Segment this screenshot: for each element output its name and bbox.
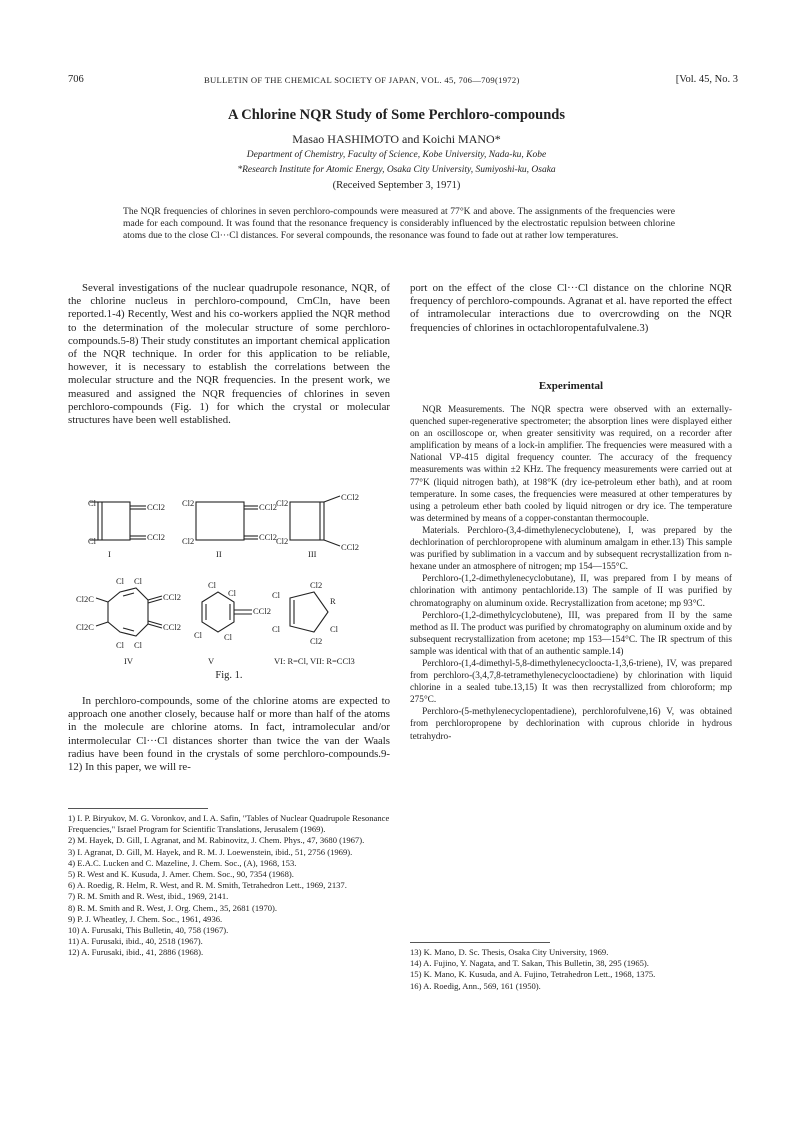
label-cl: Cl [194, 630, 203, 640]
label-cl: Cl [116, 640, 125, 650]
label-ccl2: CCl2 [259, 502, 277, 512]
footnote-rule [410, 942, 550, 943]
footnote: 12) A. Furusaki, ibid., 41, 2886 (1968). [68, 947, 204, 958]
footnote-rule [68, 808, 208, 809]
affiliation-1: Department of Chemistry, Faculty of Science, Kobe University, Nada-ku, Kobe [246, 150, 547, 160]
label-cl2: Cl2 [182, 536, 195, 546]
footnote: 5) R. West and K. Kusuda, J. Amer. Chem. Soc., 90, 7354 (1968). [68, 869, 294, 880]
label-cl: Cl [208, 580, 217, 590]
label-cl2c: Cl2C [76, 622, 94, 632]
label-IV: IV [124, 656, 133, 666]
label-ccl2: CCl2 [163, 592, 181, 602]
figure-1 [68, 492, 390, 687]
label-ccl2: CCl2 [259, 532, 277, 542]
footnote: 13) K. Mano, D. Sc. Thesis, Osaka City University, 1969. [410, 947, 609, 957]
label-cl2: Cl2 [310, 636, 323, 646]
footnote: 2) M. Hayek, D. Gill, I. Agranat, and M. Rabinovitz, J. Chem. Phys., 47, 3680 (1967). [68, 835, 365, 846]
compound-V-paragraph: Perchloro-(5-methylenecyclopentadiene), perchlorofulvene,16) V, was obtained from perchloropropene by dechlorination with cuprous chloride in hydrous tetrahydro- [410, 707, 732, 742]
label-cl: Cl [272, 624, 281, 634]
label-ccl3: CCl2 [341, 492, 359, 502]
label-III: III [308, 549, 317, 559]
compound-II-paragraph: Perchloro-(1,2-dimethylenecyclobutane), II, was prepared from I by means of chlorination with antimony pentachloride.13) The sample of II was purified by chromatography on aluminum oxide. Recrystallization from acetone; mp 93°C. [410, 574, 732, 609]
label-cl: Cl [224, 632, 233, 642]
structure-I [88, 498, 165, 559]
materials-paragraph: Materials. Perchloro-(3,4-dimethylenecyclobutene), I, was prepared by the dechlorination of perchloropropene with aluminum amalgam in ether.13) This sample was purified by sublimation in a vaccum and by subsequent recrystallization from n-hexane under an atmosphere of nitrogen; mp 154—155°C. [410, 525, 732, 573]
label-cl: Cl [272, 590, 281, 600]
footnote: 14) A. Fujino, Y. Nagata, and T. Sakan, This Bulletin, 38, 295 (1965). [410, 958, 649, 969]
page-number: 706 [68, 74, 84, 85]
label-ccl2: CCl2 [253, 606, 271, 616]
label-ccl2: CCl2 [163, 622, 181, 632]
volume-label: [Vol. 45, No. 3 [675, 74, 738, 85]
footnote: 15) K. Mano, K. Kusuda, and A. Fujino, Tetrahedron Lett., 1968, 1375. [410, 969, 656, 980]
label-cl: Cl [134, 640, 143, 650]
structure-II [182, 498, 277, 559]
affiliation-2: *Research Institute for Atomic Energy, Osaka City University, Sumiyoshi-ku, Osaka [237, 165, 556, 175]
label-I: I [108, 549, 111, 559]
article-title: A Chlorine NQR Study of Some Perchloro-compounds [227, 107, 565, 123]
structure-diagrams [68, 492, 390, 687]
figure-caption: Fig. 1. [215, 670, 243, 681]
structure-VI-VII [272, 580, 355, 666]
label-cl: Cl [116, 576, 125, 586]
label-cl2: Cl2 [276, 498, 289, 508]
footnote: 9) P. J. Wheatley, J. Chem. Soc., 1961, 4936. [68, 913, 223, 924]
footnote: 4) E.A.C. Lucken and C. Mazeline, J. Chem. Soc., (A), 1968, 153. [68, 857, 297, 868]
label-cl: Cl [88, 498, 97, 508]
structure-IV [76, 576, 181, 666]
article-authors: Masao HASHIMOTO and Koichi MANO* [292, 132, 501, 146]
nqr-measurements-paragraph: NQR Measurements. The NQR spectra were observed with an externally-quenched super-regenerative spectrometer; the absorption lines were displayed either on an oscilloscope or, when greater sensitivity was required, on a recorder after amplification by means of a lock-in amplifier. The frequencies were measured with a National VP-415 digital frequency counter. The accuracy of the frequency measurements was within ±2 KHz. The frequency measurements were carried out at 77°K (liquid nitrogen bath), at 198°K (dry ice-petroleum ether bath), and at room temperature. In some cases, the frequencies were measured at other temperatures by using a petroleum ether bath cooled by liquid nitrogen or dry ice. The temperature was determined by means of a copper-constantan thermocouple. [410, 405, 732, 524]
intro-paragraph-2: In perchloro-compounds, some of the chlorine atoms are expected to approach one another closely, because half or more than half of the atoms in the molecule are chlorine atoms. In fact, intramolecular and/or intermolecular Cl···Cl distances shorter than twice the van der Waals radius have been found in the crystals of some perchloro-compounds.9-12) In this paper, we will re- [68, 695, 390, 774]
label-cl2: Cl2 [276, 536, 289, 546]
label-cl: Cl [134, 576, 143, 586]
experimental-body [410, 404, 732, 743]
label-ccl3: CCl2 [341, 542, 359, 552]
compound-IV-paragraph: Perchloro-(1,4-dimethyl-5,8-dimethylenecycloocta-1,3,6-triene), IV, was prepared from perchloro-(3,4,7,8-tetramethylenecyclooctadiene) by chlorination with liquid chlorine in a sealed tube.13,15) It was then recrystallized from chloroform; mp 275°C. [410, 658, 732, 706]
journal-header: BULLETIN OF THE CHEMICAL SOCIETY OF JAPAN, VOL. 45, 706—709(1972) [204, 75, 520, 85]
label-ccl2: CCl2 [147, 532, 165, 542]
abstract: The NQR frequencies of chlorines in seven perchloro-compounds were measured at 77°K and above. The assignments of the frequencies were made for each compound. It was found that the resonance frequency is considerably influenced by the electrostatic repulsion between chlorine atoms due to the close Cl···Cl distances. For several compounds, the resonance was found to fade out at rather low temperatures. [123, 206, 675, 241]
footnotes-left [68, 813, 390, 959]
footnote: 7) R. M. Smith and R. West, ibid., 1969, 2141. [68, 891, 229, 902]
footnote: 16) A. Roedig, Ann., 569, 161 (1950). [410, 980, 541, 991]
label-r: R [330, 596, 336, 606]
label-VI-VII: VI: R=Cl, VII: R=CCl3 [274, 656, 355, 666]
label-II: II [216, 549, 222, 559]
intro-paragraph-1: Several investigations of the nuclear quadrupole resonance, NQR, of the chlorine nucleus in perchloro-compound, CmCln, have been reported.1-4) Recently, West and his co-workers applied the NQR method to the determination of the molecular structure of some perchloro-compounds.5-8) Their study constitutes an important chemical application of the NQR technique. In order for this application to be reliable, however, it is necessary to establish the correlations between the molecular structure and the NQR frequencies. In the present work, we measured and assigned the NQR frequencies of chlorines in seven perchloro-compounds (Fig. 1) for which the crystal or molecular structures have been well established. [68, 282, 390, 427]
label-cl: Cl [228, 588, 237, 598]
footnote: 10) A. Furusaki, This Bulletin, 40, 758 (1967). [68, 925, 229, 936]
footnote: 6) A. Roedig, R. Helm, R. West, and R. M. Smith, Tetrahedron Lett., 1969, 2137. [68, 880, 347, 891]
footnote: 1) I. P. Biryukov, M. G. Voronkov, and I. A. Safin, "Tables of Nuclear Quadrupole Resonance Frequencies," Israel Program for Scientific Translations, Jerusalem (1969). [68, 813, 390, 835]
structure-V [194, 580, 271, 666]
label-ccl2: CCl2 [147, 502, 165, 512]
footnote: 8) R. M. Smith and R. West, J. Org. Chem., 35, 2681 (1970). [68, 902, 278, 913]
structure-III [276, 492, 359, 559]
section-title-experimental: Experimental [538, 380, 604, 392]
received-date: (Received September 3, 1971) [332, 180, 461, 191]
compound-III-paragraph: Perchloro-(1,2-dimethylcyclobutene), III, was prepared from II by the same method as II. The product was purified by chromatography on aluminum oxide and by subsequent recrystallization from acetone; mp 153—154°C. The IR spectrum of this sample was identical with that of an authentic sample.14) [410, 610, 732, 657]
footnote: 3) I. Agranat, D. Gill, M. Hayek, and R. M. J. Loewenstein, ibid., 51, 2756 (1969). [68, 846, 353, 857]
label-cl: Cl [330, 624, 339, 634]
label-cl: Cl [88, 536, 97, 546]
intro-continuation: port on the effect of the close Cl···Cl distance on the chlorine NQR frequency of perchloro-compounds. Agranat et al. have reported the effect of intramolecular interactions due to overcrowding on the NQR frequencies of chlorines in octachloropentafulvalene.3) [410, 282, 732, 334]
label-cl2c: Cl2C [76, 594, 94, 604]
label-cl2: Cl2 [310, 580, 323, 590]
label-V: V [208, 656, 215, 666]
label-cl2: Cl2 [182, 498, 195, 508]
footnotes-right [410, 947, 732, 992]
footnote: 11) A. Furusaki, ibid., 40, 2518 (1967). [68, 936, 203, 947]
